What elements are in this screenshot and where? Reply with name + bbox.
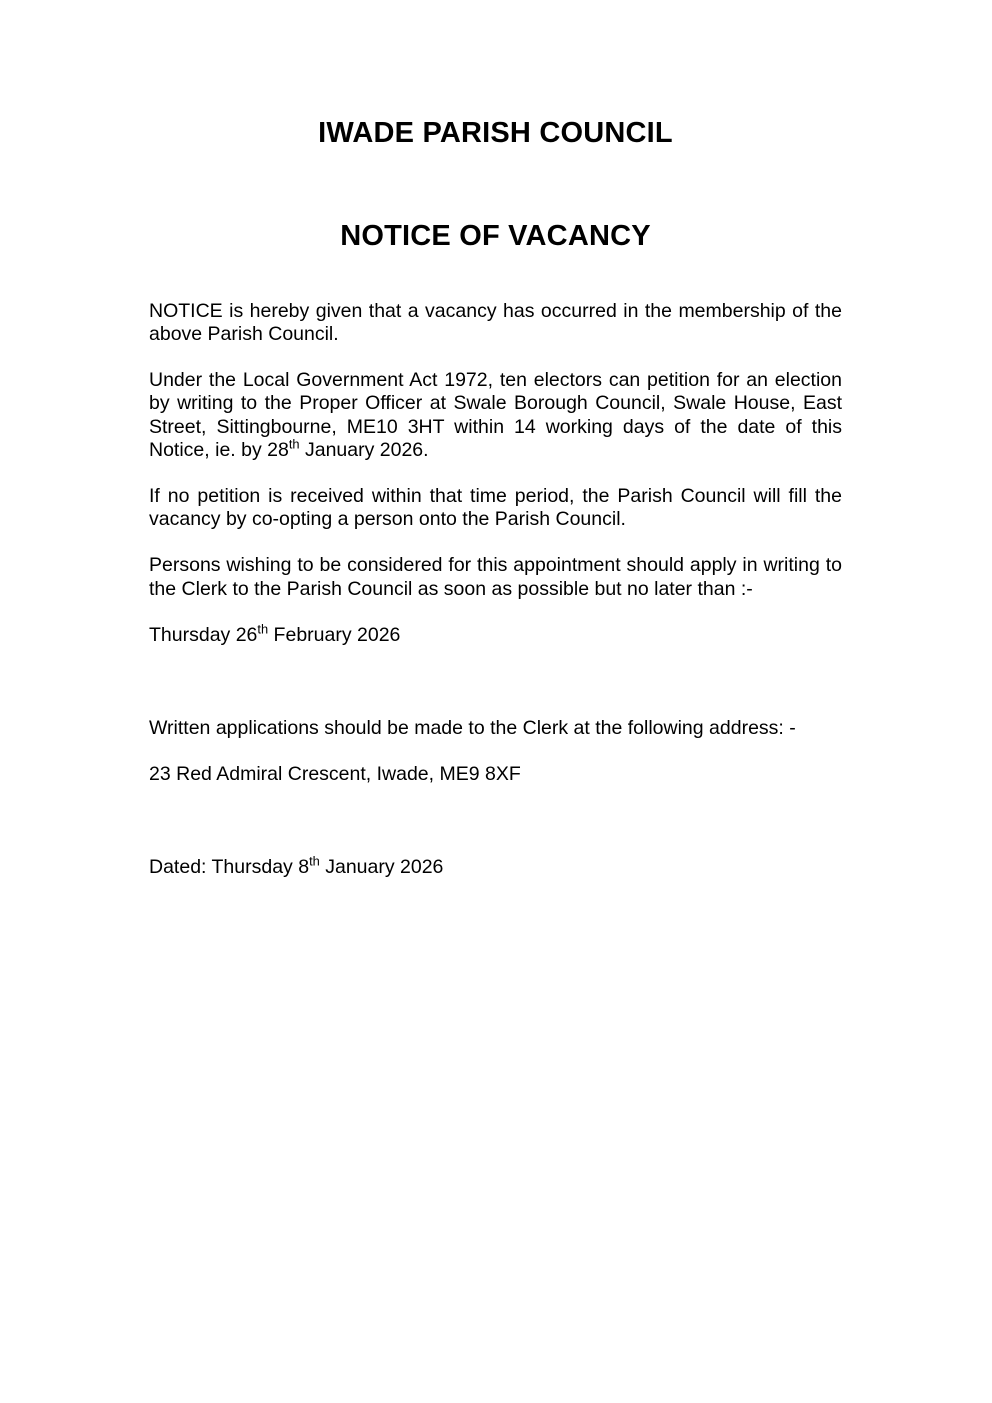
- notice-text-block: [149, 254, 842, 880]
- spacer-before-address: [149, 740, 842, 763]
- paragraph-petition-text: Under the Local Government Act 1972, ten electors can petition for an election by writing to the Proper Officer at Swale Borough Council, Swale House, East Street, Sittingbourne, ME10 3HT within 14 working days of the date of this Notice, ie. by 28: [149, 369, 842, 461]
- page-title-council: IWADE PARISH COUNCIL: [318, 117, 673, 149]
- written-applications-intro: Written applications should be made to the Clerk at the following address: -: [149, 716, 796, 739]
- paragraph-apply-in-writing: Persons wishing to be considered for this appointment should apply in writing to the Clerk to the Parish Council as soon as possible but no later than :-: [149, 554, 842, 600]
- notice-dated-line: [149, 853, 842, 879]
- paragraph-co-option: If no petition is received within that time period, the Parish Council will fill the vacancy by co-opting a person onto the Parish Council.: [149, 484, 842, 531]
- page-title-notice: NOTICE OF VACANCY: [340, 220, 651, 253]
- paragraph-petition-details: [149, 369, 842, 462]
- paragraph-vacancy-given: NOTICE is hereby given that a vacancy has occurred in the membership of the above Parish Council.: [149, 299, 842, 345]
- spacer-after-deadline: [149, 647, 842, 717]
- spacer-before-dated: [149, 786, 842, 856]
- dated-ordinal-suffix: th: [309, 853, 320, 869]
- petition-date-ordinal-suffix: th: [288, 436, 300, 452]
- document-body: [149, 0, 842, 880]
- application-deadline-date: [149, 621, 842, 647]
- dated-month-year: January 2026: [319, 856, 444, 879]
- petition-date-month-year: January 2026.: [299, 438, 429, 461]
- deadline-ordinal-suffix: th: [257, 621, 269, 637]
- deadline-month-year: February 2026: [268, 623, 401, 646]
- dated-day: Dated: Thursday 8: [149, 856, 310, 879]
- deadline-day: Thursday 26: [149, 623, 258, 646]
- clerk-address: 23 Red Admiral Crescent, Iwade, ME9 8XF: [149, 763, 521, 786]
